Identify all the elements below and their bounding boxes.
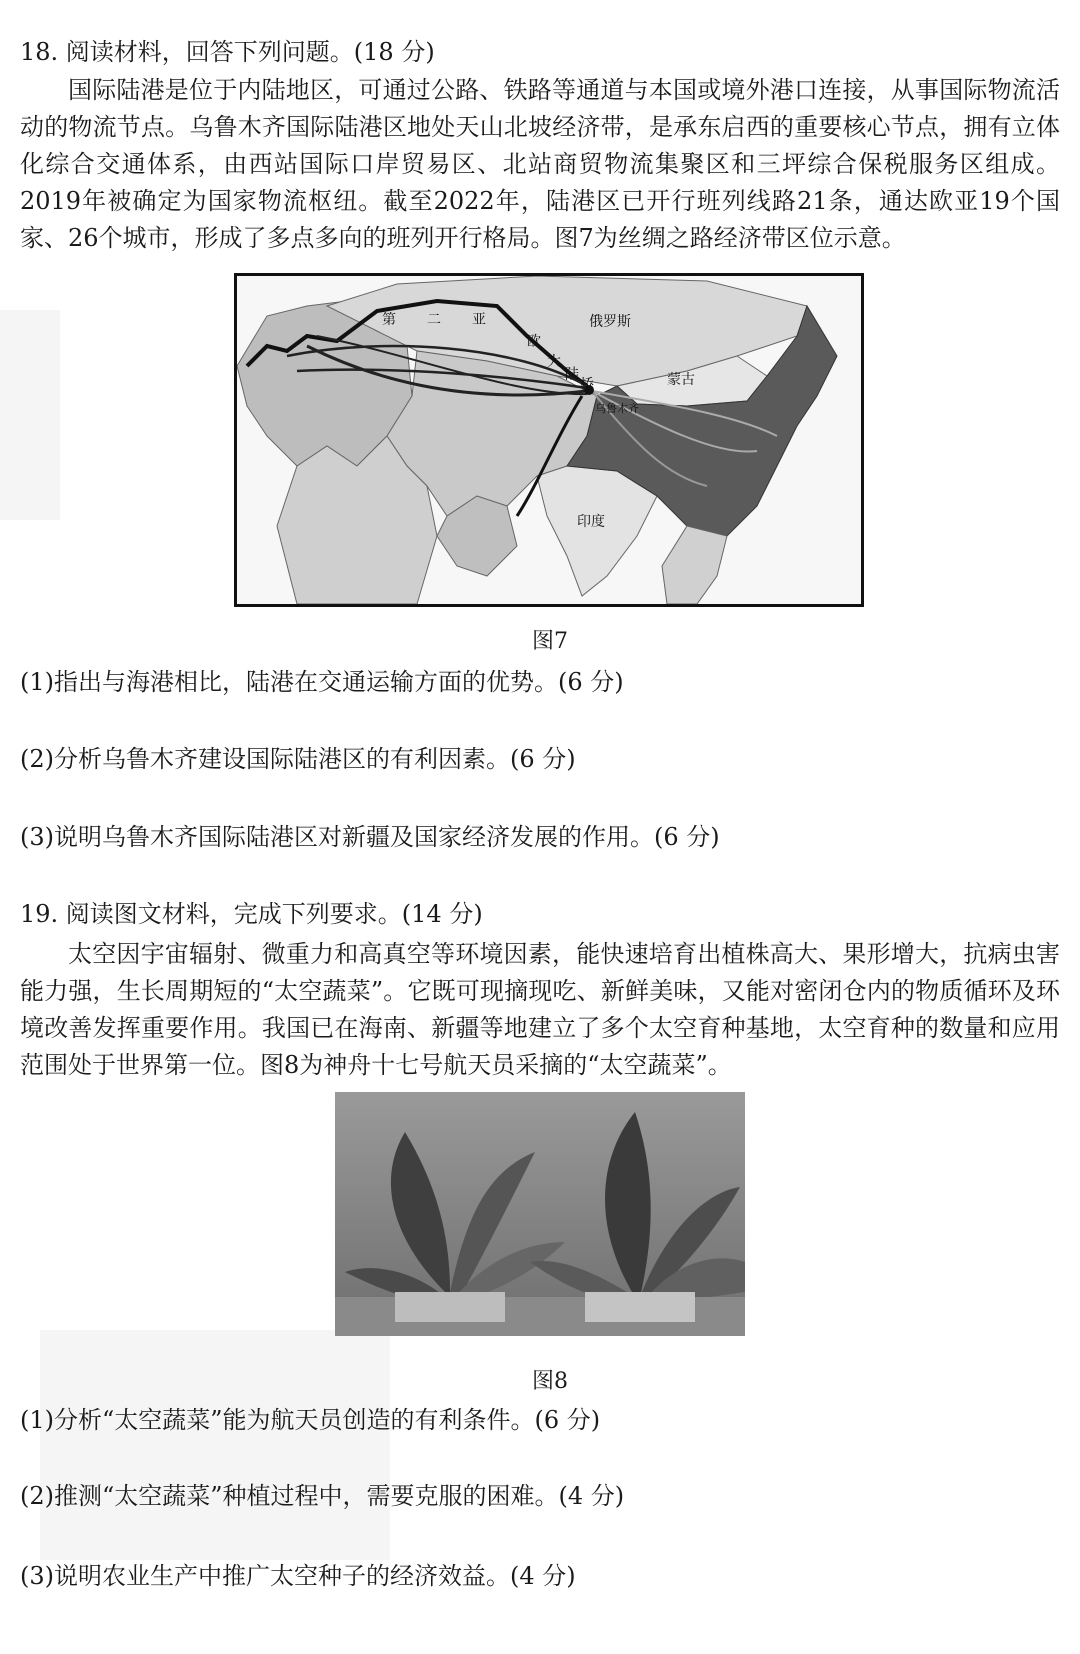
figure-8-caption: 图8 xyxy=(532,1369,568,1394)
q19-paragraph: 太空因宇宙辐射、微重力和高真空等环境因素，能快速培育出植株高大、果形增大，抗病虫害能力强，生长周期短的“太空蔬菜”。它既可现摘现吃、新鲜美味，又能对密闭仓内的物质循环及环境改善发挥重要作用。我国已在海南、新疆等地建立了多个太空育种基地，太空育种的数量和应用范围处于世界第一位。图8为神舟十七号航天员采摘的“太空蔬菜”。 xyxy=(20,940,1060,1079)
q19-question-2: (2)推测“太空蔬菜”种植过程中，需要克服的困难。(4 分) xyxy=(20,1482,625,1510)
q18-question-1: (1)指出与海港相比，陆港在交通运输方面的优势。(6 分) xyxy=(20,668,624,696)
map-label-india: 印度 xyxy=(577,514,605,530)
space-vegetable-photo xyxy=(335,1092,745,1336)
map-label-ya: 亚 xyxy=(472,312,486,328)
scan-smudge xyxy=(40,1330,390,1560)
map-label-urumqi: 乌鲁木齐 xyxy=(595,402,639,415)
map-label-russia: 俄罗斯 xyxy=(589,314,631,330)
scan-smudge xyxy=(0,310,60,520)
q19-question-3: (3)说明农业生产中推广太空种子的经济效益。(4 分) xyxy=(20,1562,576,1590)
map-label-er: 二 xyxy=(427,312,441,328)
silk-road-map xyxy=(234,273,864,607)
map-label-mongolia: 蒙古 xyxy=(667,372,695,388)
q19-heading: 19. 阅读图文材料，完成下列要求。(14 分) xyxy=(20,900,483,928)
map-label-ou: 欧 xyxy=(527,334,541,350)
map-label-lu: 陆 xyxy=(565,367,579,383)
q18-question-3: (3)说明乌鲁木齐国际陆港区对新疆及国家经济发展的作用。(6 分) xyxy=(20,823,720,851)
q18-paragraph: 国际陆港是位于内陆地区，可通过公路、铁路等通道与本国或境外港口连接，从事国际物流活动的物流节点。乌鲁木齐国际陆港区地处天山北坡经济带，是承东启西的重要核心节点，拥有立体化综合交通体系，由西站国际口岸贸易区、北站商贸物流集聚区和三坪综合保税服务区组成。2019年被确定为国家物流枢纽。截至2022年，陆港区已开行班列线路21条，通达欧亚19个国家、26个城市，形成了多点多向的班列开行格局。图7为丝绸之路经济带区位示意。 xyxy=(20,76,1060,252)
q18-heading: 18. 阅读材料，回答下列问题。(18 分) xyxy=(20,38,435,66)
q19-question-1: (1)分析“太空蔬菜”能为航天员创造的有利条件。(6 分) xyxy=(20,1406,601,1434)
map-label-second: 第 xyxy=(382,312,396,328)
figure-7-caption: 图7 xyxy=(532,629,568,654)
map-label-qiao: 桥 xyxy=(580,377,594,393)
map-label-da: 大 xyxy=(547,354,561,370)
q18-question-2: (2)分析乌鲁木齐建设国际陆港区的有利因素。(6 分) xyxy=(20,745,576,773)
